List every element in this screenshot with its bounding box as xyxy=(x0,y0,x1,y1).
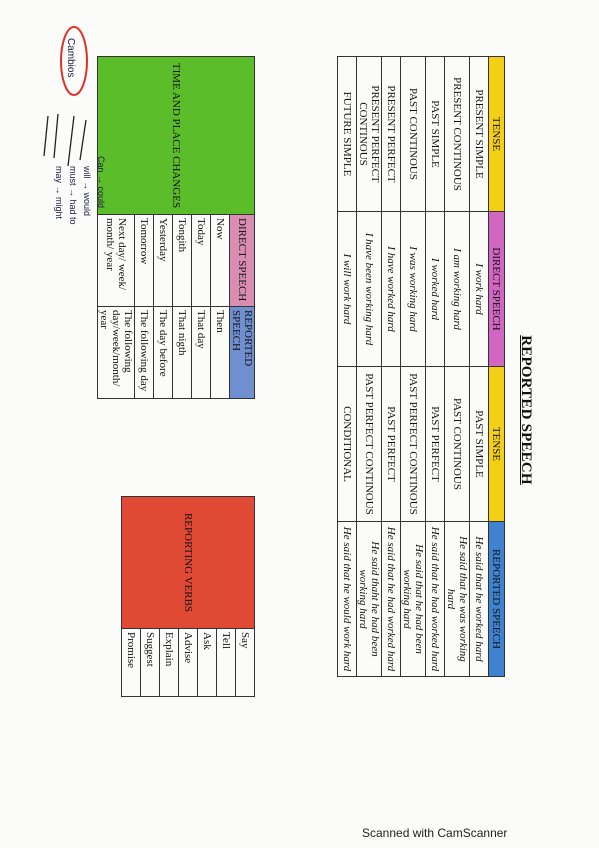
handwritten-strokes xyxy=(44,114,86,166)
cell: PAST CONTINOUS xyxy=(401,57,426,212)
table-row xyxy=(426,57,445,677)
cell: PAST SIMPLE xyxy=(426,57,445,212)
cell: I was working hard xyxy=(401,212,426,367)
verb-cell: Explain xyxy=(160,629,179,697)
cell: PRESENT PERFECT CONTINOUS xyxy=(357,57,382,212)
cell: He said that he had been working hard xyxy=(401,522,426,677)
note-line: will → would xyxy=(82,166,92,217)
table-row xyxy=(236,497,255,697)
cell: PRESENT SIMPLE xyxy=(470,57,489,212)
cell: The following day/week/month/ year xyxy=(98,307,135,399)
header-tense: TENSE xyxy=(489,57,505,212)
cell: I will work hard xyxy=(338,212,357,367)
cell: He said that he was working hard xyxy=(445,522,470,677)
table-row xyxy=(401,57,426,677)
header-reported-speech: REPORTED SPEECH xyxy=(230,307,255,399)
cell: PAST PERFECT xyxy=(382,367,401,522)
cell: Today xyxy=(192,215,211,307)
cell: CONDITIONAL xyxy=(338,367,357,522)
note-line: may → might xyxy=(54,166,64,220)
cell: That day xyxy=(192,307,211,399)
cell: FUTURE SIMPLE xyxy=(338,57,357,212)
header-tense-2: TENSE xyxy=(489,367,505,522)
time-place-table xyxy=(97,56,255,399)
table-row xyxy=(230,57,255,399)
verb-cell: Suggest xyxy=(141,629,160,697)
note-line: must → had to xyxy=(68,166,78,225)
verb-cell: Ask xyxy=(198,629,217,697)
note-line: Can → could xyxy=(96,156,106,209)
cell: He said thaht he had been working hard xyxy=(357,522,382,677)
cell: I have worked hard xyxy=(382,212,401,367)
cell: The following day xyxy=(135,307,154,399)
cell: I am working hard xyxy=(445,212,470,367)
cell: PRESENT PERFECT xyxy=(382,57,401,212)
cell: He said that he would work hard xyxy=(338,522,357,677)
cell: He said that he had worked hard xyxy=(382,522,401,677)
cell: I work hard xyxy=(470,212,489,367)
header-direct-speech: DIRECT SPEECH xyxy=(230,215,255,307)
table-row xyxy=(357,57,382,677)
cell: I have been working hard xyxy=(357,212,382,367)
cell: Then xyxy=(211,307,230,399)
tense-table-header xyxy=(489,57,505,677)
cell: Yesterday xyxy=(154,215,173,307)
cell: Tongith xyxy=(173,215,192,307)
table-row xyxy=(470,57,489,677)
scanner-watermark: Scanned with CamScanner xyxy=(362,826,508,840)
header-direct-speech: DIRECT SPEECH xyxy=(489,212,505,367)
tense-table xyxy=(337,56,505,677)
table-row xyxy=(338,57,357,677)
cell: PAST PERFECT xyxy=(426,367,445,522)
verb-cell: Advise xyxy=(179,629,198,697)
header-reported-speech: REPORTED SPEECH xyxy=(489,522,505,677)
circled-word: Cambios xyxy=(65,38,76,78)
cell: That nigth xyxy=(173,307,192,399)
cell: PAST CONTINOUS xyxy=(445,367,470,522)
cell: PAST PERFECT CONTINOUS xyxy=(357,367,382,522)
verb-cell: Say xyxy=(236,629,255,697)
handwritten-notes xyxy=(28,16,118,296)
verb-cell: Tell xyxy=(217,629,236,697)
table-row xyxy=(445,57,470,677)
page-title: REPORTED SPEECH xyxy=(518,335,534,485)
cell: PAST PERFECT CONTINOUS xyxy=(401,367,426,522)
time-place-label: TIME AND PLACE CHANGES xyxy=(98,57,255,215)
cell: Tomorrow xyxy=(135,215,154,307)
cell: He said that he worked hard xyxy=(470,522,489,677)
cell: He said that he had worked hard xyxy=(426,522,445,677)
cell: PAST SIMPLE xyxy=(470,367,489,522)
cell: Next day/ week/ month/ year xyxy=(98,215,135,307)
cell: The day before xyxy=(154,307,173,399)
reporting-verbs-label: REPORTING VERBS xyxy=(122,497,255,629)
reporting-verbs-table xyxy=(121,496,255,697)
table-row xyxy=(382,57,401,677)
cell: Now xyxy=(211,215,230,307)
cell: I worked hard xyxy=(426,212,445,367)
cell: PRESENT CONTINOUS xyxy=(445,57,470,212)
verb-cell: Promise xyxy=(122,629,141,697)
